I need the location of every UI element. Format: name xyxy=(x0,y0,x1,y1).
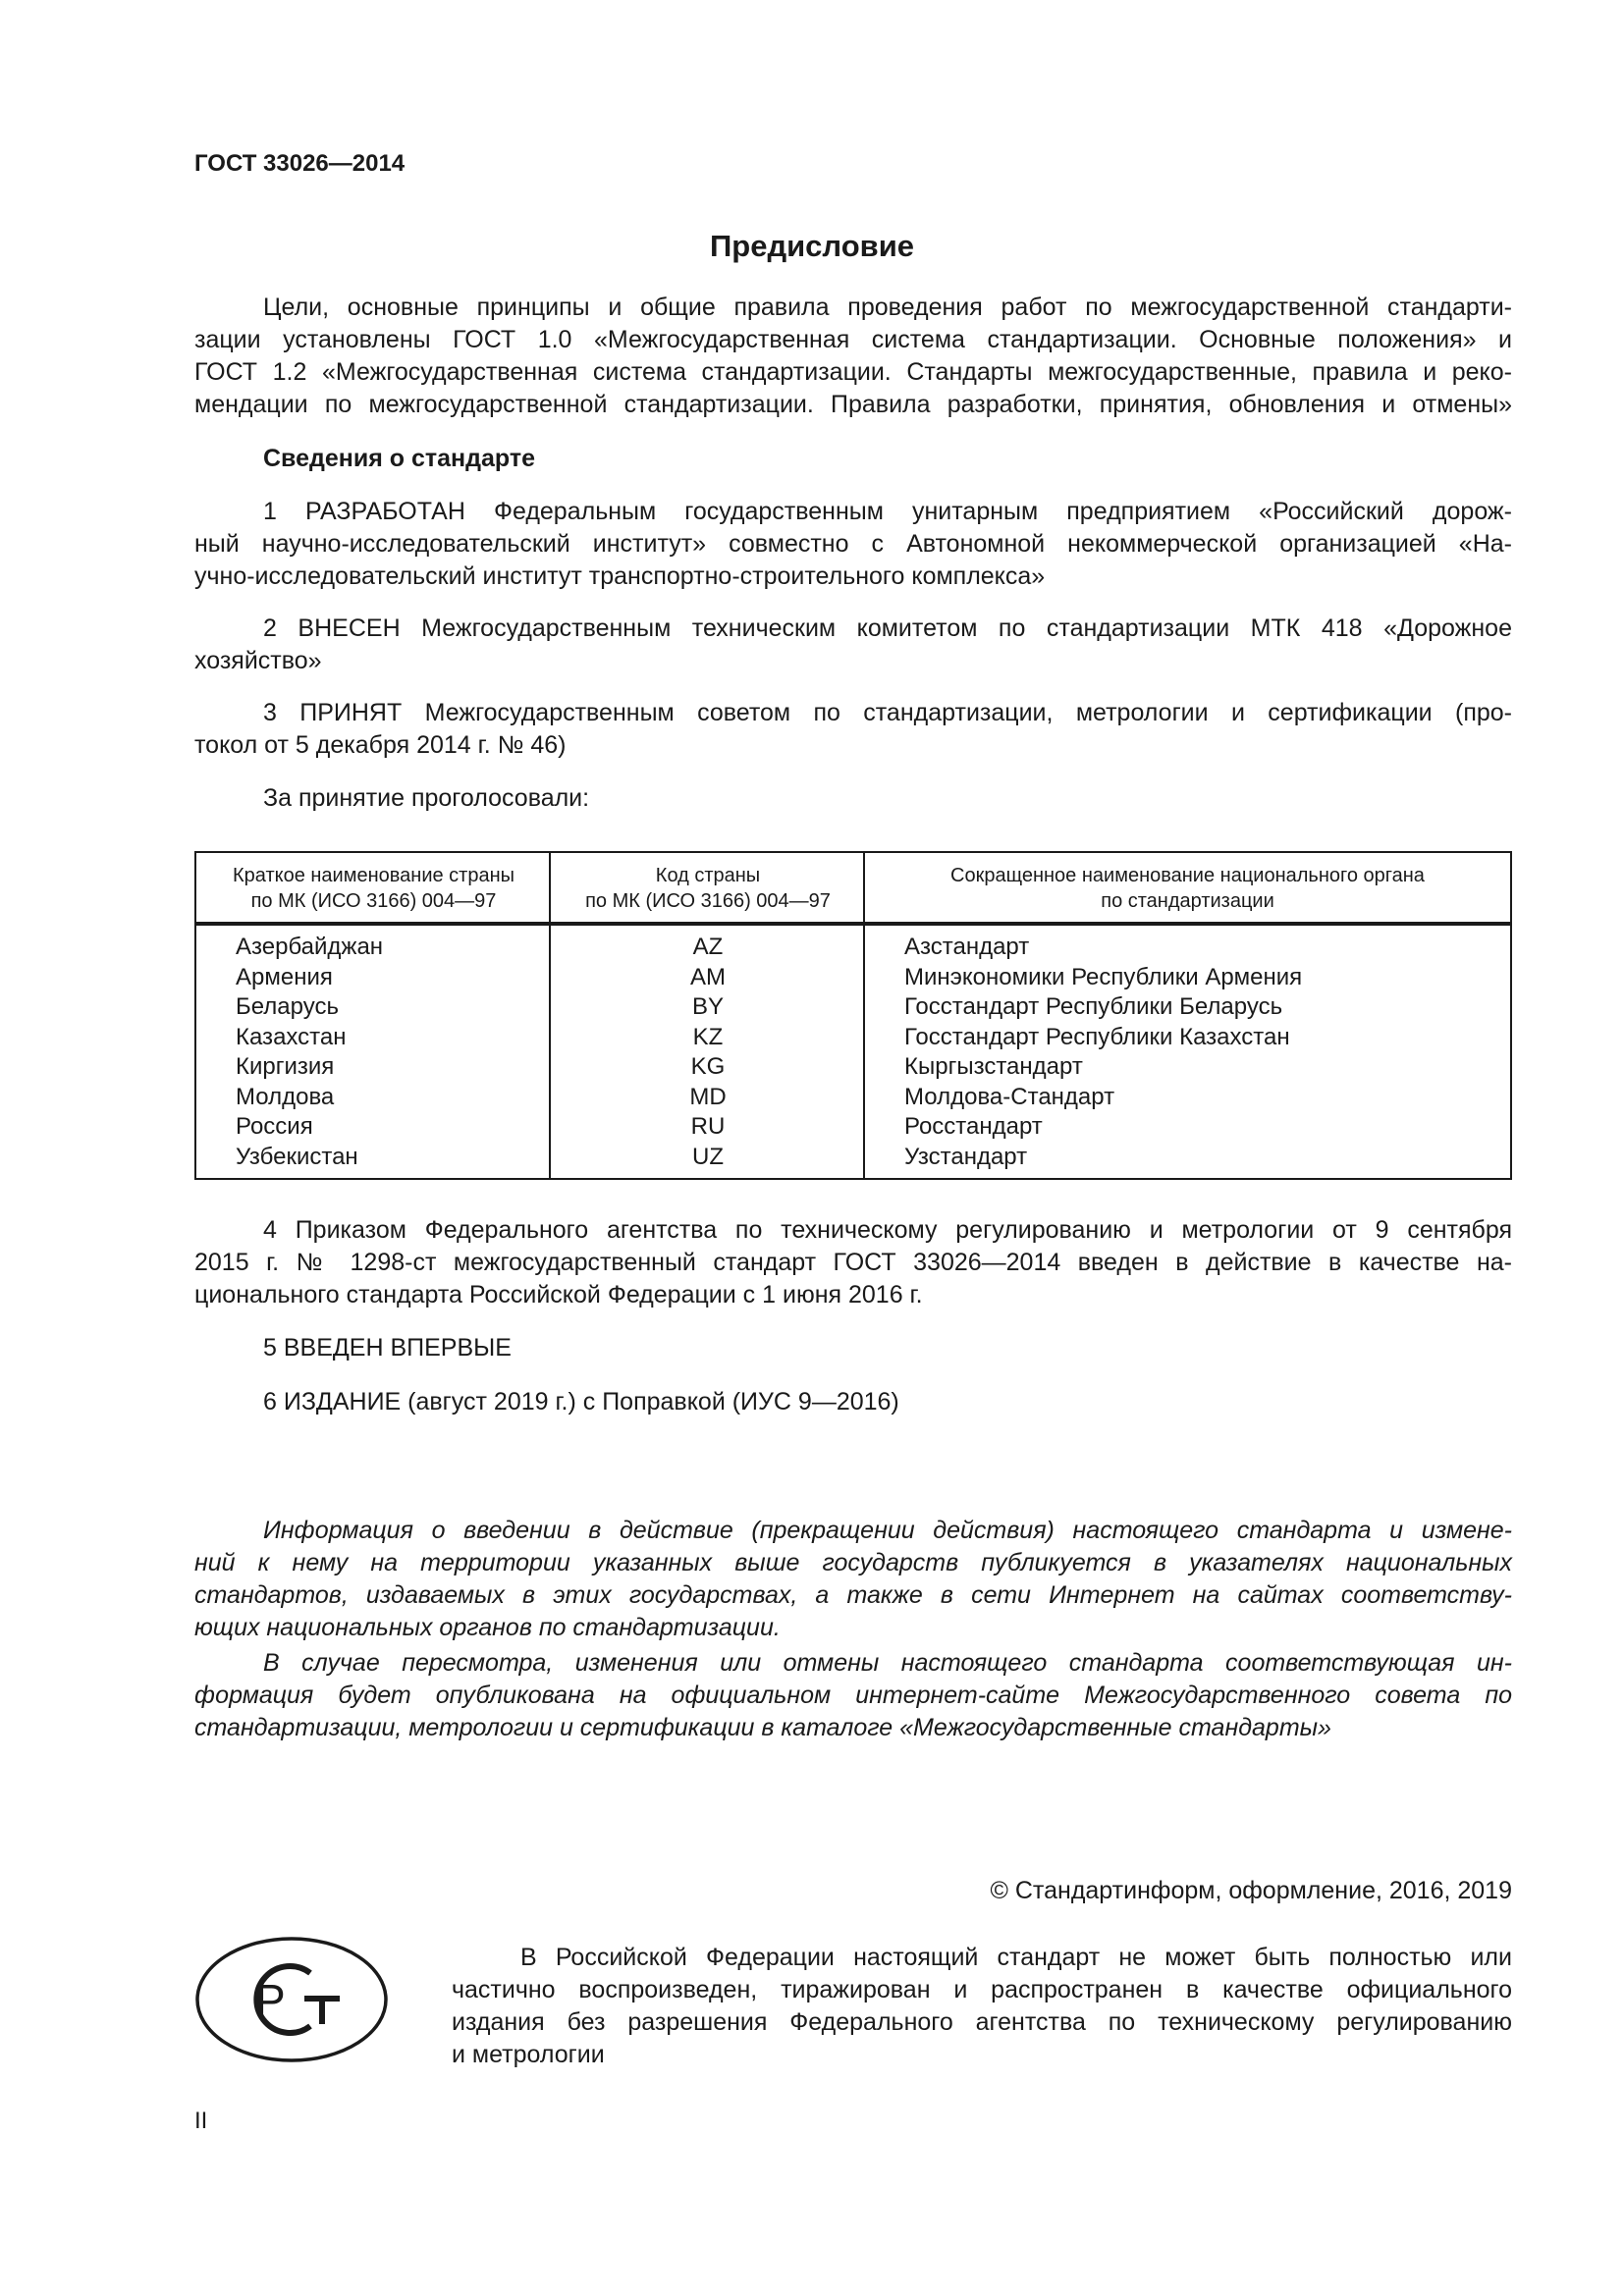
table-cell: Кыргызстандарт xyxy=(904,1053,1083,1080)
table-cell: Киргизия xyxy=(236,1053,335,1080)
table-cell: Казахстан xyxy=(236,1023,347,1050)
intro-paragraph xyxy=(194,292,1512,421)
text-line: ний к нему на территории указанных выше государств публикуется в указателях национальных xyxy=(194,1549,1512,1576)
table-column-code xyxy=(551,933,865,1172)
logo-letter-p: Р xyxy=(255,1975,286,2026)
item-6 xyxy=(194,1386,1512,1418)
table-header-code: Код страны по МК (ИСО 3166) 004—97 xyxy=(585,865,831,912)
table-cell: Госстандарт Республики Казахстан xyxy=(904,1023,1290,1050)
text-line: 1 РАЗРАБОТАН Федеральным государственным унитарным предприятием «Российский дорож- xyxy=(263,498,1512,525)
table-cell: AZ xyxy=(692,934,724,960)
table-cell: Беларусь xyxy=(236,993,339,1020)
section-heading: Сведения о стандарте xyxy=(263,445,536,472)
text-line: 2 ВНЕСЕН Межгосударственным техническим комитетом по стандартизации МТК 418 «Дорожное xyxy=(263,614,1512,642)
text-line: ционального стандарта Российской Федерации с 1 июня 2016 г. xyxy=(194,1281,923,1308)
text-line: Цели, основные принципы и общие правила проведения работ по межгосударственной стандарти- xyxy=(263,294,1512,321)
table-header-rule xyxy=(196,922,1510,926)
page-number: II xyxy=(194,2108,208,2134)
table-cell: Молдова xyxy=(236,1083,335,1110)
copyright-line: © Стандартинформ, оформление, 2016, 2019 xyxy=(990,1877,1512,1904)
table-cell: Росстандарт xyxy=(904,1113,1043,1140)
notice-paragraph-2 xyxy=(194,1647,1512,1744)
text-line: мендации по межгосударственной стандартизации. Правила разработки, принятия, обновления и отмены» xyxy=(194,391,1512,418)
item-1 xyxy=(194,496,1512,593)
table-column-agency xyxy=(865,933,1510,1172)
table-cell: Госстандарт Республики Беларусь xyxy=(904,993,1283,1020)
rst-logo-icon xyxy=(194,1936,389,2063)
text-line: 4 Приказом Федерального агентства по техническому регулированию и метрологии от 9 сентября xyxy=(263,1216,1512,1244)
table-cell: KZ xyxy=(692,1023,724,1050)
text-line: ный научно-исследовательский институт» совместно с Автономной некоммерческой организацией «На- xyxy=(194,530,1512,558)
text-line: В случае пересмотра, изменения или отмены настоящего стандарта соответствующая ин- xyxy=(263,1649,1512,1677)
text-line: и метрологии xyxy=(452,2041,605,2068)
table-cell: Армения xyxy=(236,963,333,990)
rst-logo xyxy=(194,1936,389,2063)
standard-code: ГОСТ 33026—2014 xyxy=(194,150,406,177)
voted-label-block xyxy=(194,782,1512,815)
notice-paragraph-1 xyxy=(194,1515,1512,1644)
table-cell: Минэкономики Республики Армения xyxy=(904,963,1303,990)
text-line: В Российской Федерации настоящий стандарт не может быть полностью или xyxy=(520,1944,1512,1971)
rights-paragraph xyxy=(452,1942,1512,2071)
table-cell: MD xyxy=(689,1083,727,1110)
text-line: зации установлены ГОСТ 1.0 «Межгосударственная система стандартизации. Основные положения» и xyxy=(194,326,1512,353)
text-line: 2015 г. № 1298-ст межгосударственный стандарт ГОСТ 33026—2014 введен в действие в качестве на- xyxy=(194,1249,1512,1276)
table-cell: UZ xyxy=(692,1143,724,1170)
table-cell: RU xyxy=(690,1113,726,1140)
page-title: Предисловие xyxy=(709,229,914,263)
text-line: 6 ИЗДАНИЕ (август 2019 г.) с Поправкой (ИУС 9—2016) xyxy=(263,1388,899,1415)
voted-label: За принятие проголосовали: xyxy=(263,784,590,812)
voting-table xyxy=(194,851,1512,1180)
text-line: Информация о введении в действие (прекращении действия) настоящего стандарта и измене- xyxy=(263,1517,1512,1544)
text-line: стандартизации, метрологии и сертификации в каталоге «Межгосударственные стандарты» xyxy=(194,1714,1331,1741)
text-line: 3 ПРИНЯТ Межгосударственным советом по стандартизации, метрологии и сертификации (про- xyxy=(263,699,1512,726)
table-cell: Узстандарт xyxy=(904,1143,1028,1170)
text-line: ГОСТ 1.2 «Межгосударственная система стандартизации. Стандарты межгосударственные, правила и реко- xyxy=(194,358,1512,386)
table-cell: Узбекистан xyxy=(236,1143,358,1170)
table-column-country xyxy=(196,933,551,1172)
item-5 xyxy=(194,1332,1512,1364)
item-3 xyxy=(194,697,1512,762)
table-cell: BY xyxy=(691,993,724,1020)
text-line: учно-исследовательский институт транспортно-строительного комплекса» xyxy=(194,562,1046,590)
text-line: токол от 5 декабря 2014 г. № 46) xyxy=(194,731,567,759)
info-heading-block xyxy=(194,443,1512,475)
text-line: хозяйство» xyxy=(194,647,322,674)
table-header-country: Краткое наименование страны по МК (ИСО 3166) 004—97 xyxy=(232,865,515,912)
text-line: издания без разрешения Федерального агентства по техническому регулированию xyxy=(452,2008,1512,2036)
table-cell: Азербайджан xyxy=(236,934,384,960)
item-2 xyxy=(194,613,1512,677)
table-cell: Молдова-Стандарт xyxy=(904,1083,1115,1110)
table-header-agency: Сокращенное наименование национального органа по стандартизации xyxy=(950,865,1425,912)
text-line: ющих национальных органов по стандартизации. xyxy=(194,1614,781,1641)
table-cell: KG xyxy=(690,1053,726,1080)
text-line: 5 ВВЕДЕН ВПЕРВЫЕ xyxy=(263,1334,512,1362)
item-4 xyxy=(194,1214,1512,1311)
table-cell: Азстандарт xyxy=(904,934,1030,960)
table-cell: Россия xyxy=(236,1113,313,1140)
text-line: частично воспроизведен, тиражирован и распространен в качестве официального xyxy=(452,1976,1512,2003)
text-line: стандартов, издаваемых в этих государствах, а также в сети Интернет на сайтах соответству- xyxy=(194,1581,1512,1609)
text-line: формация будет опубликована на официальном интернет-сайте Межгосударственного совета по xyxy=(194,1682,1512,1709)
table-cell: AM xyxy=(690,963,726,990)
